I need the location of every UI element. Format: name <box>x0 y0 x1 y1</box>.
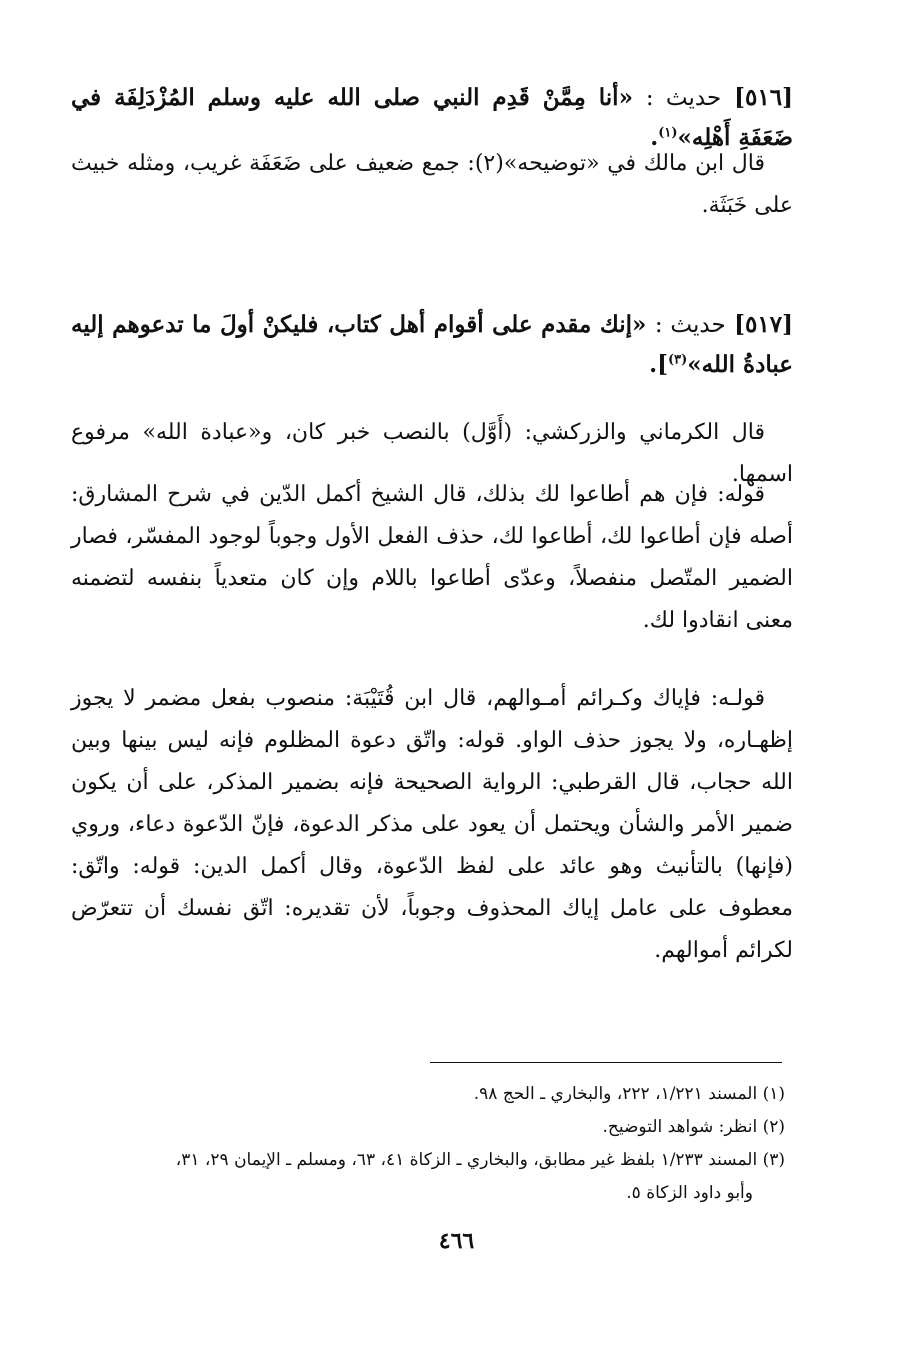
footnote-ref: (٣) <box>668 352 688 368</box>
hadith-label: حديث : <box>654 312 726 338</box>
paragraph-text: قوله: فإن هم أطاعوا لك بذلك، قال الشيخ أكمل الدّين في شرح المشارق: أصله فإن أطاعوا لك، أطاعوا لك، حذف الفعل الأول وجوباً لوجود المفسّر، فصار الضمير المتّصل منفصلاً، وعدّى أطاعوا باللام وإن كان متعدياً بنفسه لتضمنه معنى انقادوا لك. <box>71 482 793 633</box>
hadith-text: «أنا مِمَّنْ قَدِم النبي صلى الله عليه وسلم المُزْدَلِفَة في ضَعَفَةِ أَهْلِه» <box>71 84 793 151</box>
commentary-paragraph <box>71 678 793 972</box>
commentary-paragraph <box>71 143 793 227</box>
paragraph-text: قولـه: فإياك وكـرائم أمـوالهم، قال ابن قُتَيْبَة: منصوب بفعل مضمر لا يجوز إظهـاره، ولا يجوز حذف الواو. قوله: واتّق دعوة المظلوم فإنه ليس بينها وبين الله حجاب، قال القرطبي: الرواية الصحيحة فإنه بضمير المذكر، على أن يكون ضمير الأمر والشأن ويحتمل أن يعود على مذكر الدعوة، فإنّ الدّعوة دعاء، وروي (فإنها) بالتأنيث وهو عائد على لفظ الدّعوة، وقال أكمل الدين: قوله: واتّق: معطوف على عامل إياك المحذوف وجوباً، لأن تقديره: اتّق نفسك أن تتعرّض لكرائم أموالهم. <box>71 686 793 963</box>
footnote-1: (١) المسند ١/٢٢١، ٢٢٢، والبخاري ـ الحج ٩٨. <box>473 1084 785 1104</box>
hadith-label: حديث : <box>645 85 722 111</box>
footnote-3-continuation: وأبو داود الزكاة ٥. <box>626 1183 753 1203</box>
hadith-number: [٥١٧] <box>734 311 793 338</box>
hadith-text: «إنك مقدم على أقوام أهل كتاب، فليكنْ أولَ ما تدعوهم إليه عبادةُ الله» <box>71 311 793 378</box>
footnote-3: (٣) المسند ١/٢٣٣ بلفظ غير مطابق، والبخاري ـ الزكاة ٤١، ٦٣، ومسلم ـ الإيمان ٢٩، ٣١، <box>175 1150 785 1170</box>
hadith-close: ]. <box>649 351 668 378</box>
footnotes <box>71 1078 785 1210</box>
footnote-separator <box>430 1062 782 1063</box>
paragraph-text: قال الكرماني والزركشي: (أَوَّل) بالنصب خبر كان، و«عبادة الله» مرفوع اسمها. <box>71 420 793 487</box>
paragraph-text: قال ابن مالك في «توضيحه»(٢): جمع ضعيف على ضَعَفَة غريب، ومثله خبيث على خَبَثَة. <box>71 151 793 218</box>
footnote-ref: (١) <box>658 125 678 141</box>
hadith-close: . <box>650 124 659 151</box>
hadith-number: [٥١٦] <box>734 84 793 111</box>
hadith-517 <box>71 305 793 385</box>
footnote-2: (٢) انظر: شواهد التوضيح. <box>602 1117 785 1137</box>
commentary-paragraph <box>71 474 793 642</box>
page-number: ٤٦٦ <box>438 1228 475 1254</box>
